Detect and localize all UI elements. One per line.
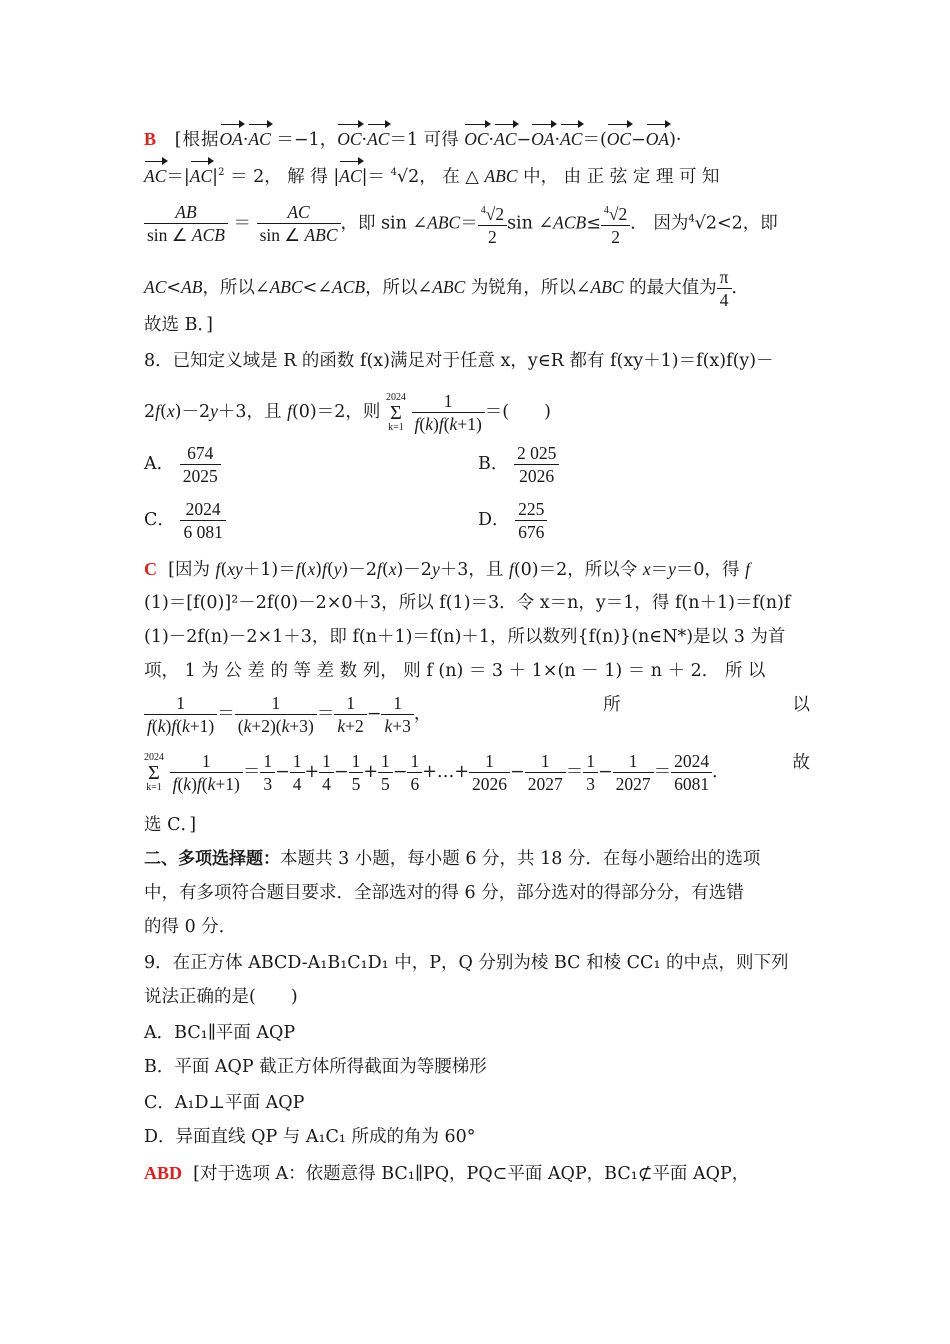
q9-solution-line1: ABD [对于选项 A：依题意得 BC₁∥PQ，PQ⊂平面 AQP，BC₁⊄平面 AQP， [144, 1163, 750, 1184]
q9-answer: ABD [144, 1163, 183, 1183]
q7-solution-line3: $\frac{AB}{\text{sin ∠ ACB}}$ ＝ $\frac{AC}{\text{sin ∠ ABC}}$ ，即 sin ∠ABC＝ $\frac{^4√2}{2}$ sin ∠ACB≤ $\frac{^4√2}{2}$ ． 因为$^4$√2<2，即 [144, 200, 810, 248]
q8-solution-line1: C [因为 f(xy＋1)＝f(x)f(y)－2f(x)－2y＋3，且 f(0)＝2，所以令 x＝y＝0，得 f [144, 559, 750, 580]
q7-solution-line4: AC<AB，所以∠ABC<∠ACB，所以∠ABC 为锐角，所以∠ABC 的最大值为 $\frac{\pi}{4}$ ． [144, 267, 749, 310]
q9-option-b: B．平面 AQP 截正方体所得截面为等腰梯形 [144, 1057, 487, 1077]
summation-symbol: 2024 Σ k=1 [385, 391, 406, 433]
q8-solution-line6: 2024 Σ k=1 $\frac{1}{f(k)f(k+1)}$ ＝ $\frac{1}{3}$ − $\frac{1}{4}$ + $\frac{1}{4}$ − $\frac{1}{5}$ + $\frac{1}{5}$ − $\frac{1}{6}$ +…+ $\frac{1}{2026}$ − $\frac{1}{2027}$ ＝ $\frac{1}{3}$ − $\frac{1}{2027}$ ＝ $\frac{2024}{6081}$ ． 故 [144, 751, 810, 794]
q8-solution-line5: $\frac{1}{f(k)f(k+1)}$ ＝ $\frac{1}{(k+2)(k+3)}$ ＝ $\frac{1}{k+2}$ − $\frac{1}{k+3}$ ， 所 以 [144, 692, 810, 737]
section2-line2: 中，有多项符合题目要求．全部选对的得 6 分，部分选对的得部分分，有选错 [144, 883, 744, 903]
q8-stem-line1: 8．已知定义域是 R 的函数 f(x)满足对于任意 x，y∈R 都有 f(xy＋1)＝f(x)f(y)－ [144, 351, 774, 371]
q7-solution-line2: $AC=|AC|^2 = 2$， 解 得 |AC|＝ $^4$√2， 在 △ ABC 中， 由 正 弦 定 理 可 知 [144, 160, 810, 190]
q7-solution-line5: 故选 B．] [144, 315, 214, 335]
section2-line3: 的得 0 分． [144, 917, 237, 937]
q9-option-d: D．异面直线 QP 与 A₁C₁ 所成的角为 60° [144, 1127, 476, 1147]
q8-option-d: D． $\frac{225}{676}$ [478, 498, 547, 543]
q9-stem-line1: 9．在正方体 ABCD-A₁B₁C₁D₁ 中，P，Q 分别为棱 BC 和棱 CC₁ 的中点，则下列 [144, 953, 789, 973]
q8-option-c: C． $\frac{2024}{6 081}$ [144, 498, 226, 543]
q8-option-a: A． $\frac{674}{2025}$ [144, 442, 221, 487]
q8-solution-line2: (1)＝[f(0)]²－2f(0)－2×0＋3，所以 f(1)＝3．令 x＝n，y＝1，得 f(n＋1)＝f(n)f [144, 593, 791, 613]
section2-heading: 二、多项选择题： [144, 849, 280, 869]
q8-solution-line4: 项， 1 为 公 差 的 等 差 数 列， 则 f (n) ＝ 3 ＋ 1×(n － 1) ＝ n ＋ 2． 所 以 [144, 661, 766, 681]
q8-solution-line3: (1)－2f(n)－2×1＋3，即 f(n＋1)＝f(n)＋1，所以数列{f(n)}(n∈N*)是以 3 为首 [144, 627, 786, 647]
q7-solution-line1: B [根据OA·AC ＝−1，OC·AC＝1 可得 OC·AC−OA·AC＝(OC−OA)· [144, 126, 810, 153]
q9-option-c: C．A₁D⊥平面 AQP [144, 1093, 305, 1113]
q8-option-b: B． $\frac{2 025}{2026}$ [478, 442, 559, 487]
q8-solution-line7: 选 C．] [144, 815, 197, 835]
q8-answer: C [144, 559, 157, 579]
q7-answer: B [144, 129, 157, 149]
section2-line1: 二、多项选择题：本题共 3 小题，每小题 6 分，共 18 分．在每小题给出的选项 [144, 849, 761, 869]
q9-stem-line2: 说法正确的是( ) [144, 987, 298, 1007]
q9-option-a: A．BC₁∥平面 AQP [144, 1023, 296, 1043]
q8-stem-line2: 2f(x)－2y＋3，且 f(0)＝2，则 2024 Σ k=1 $\frac{1}{f(k)f(k+1)}$ ＝( ) [144, 391, 551, 434]
